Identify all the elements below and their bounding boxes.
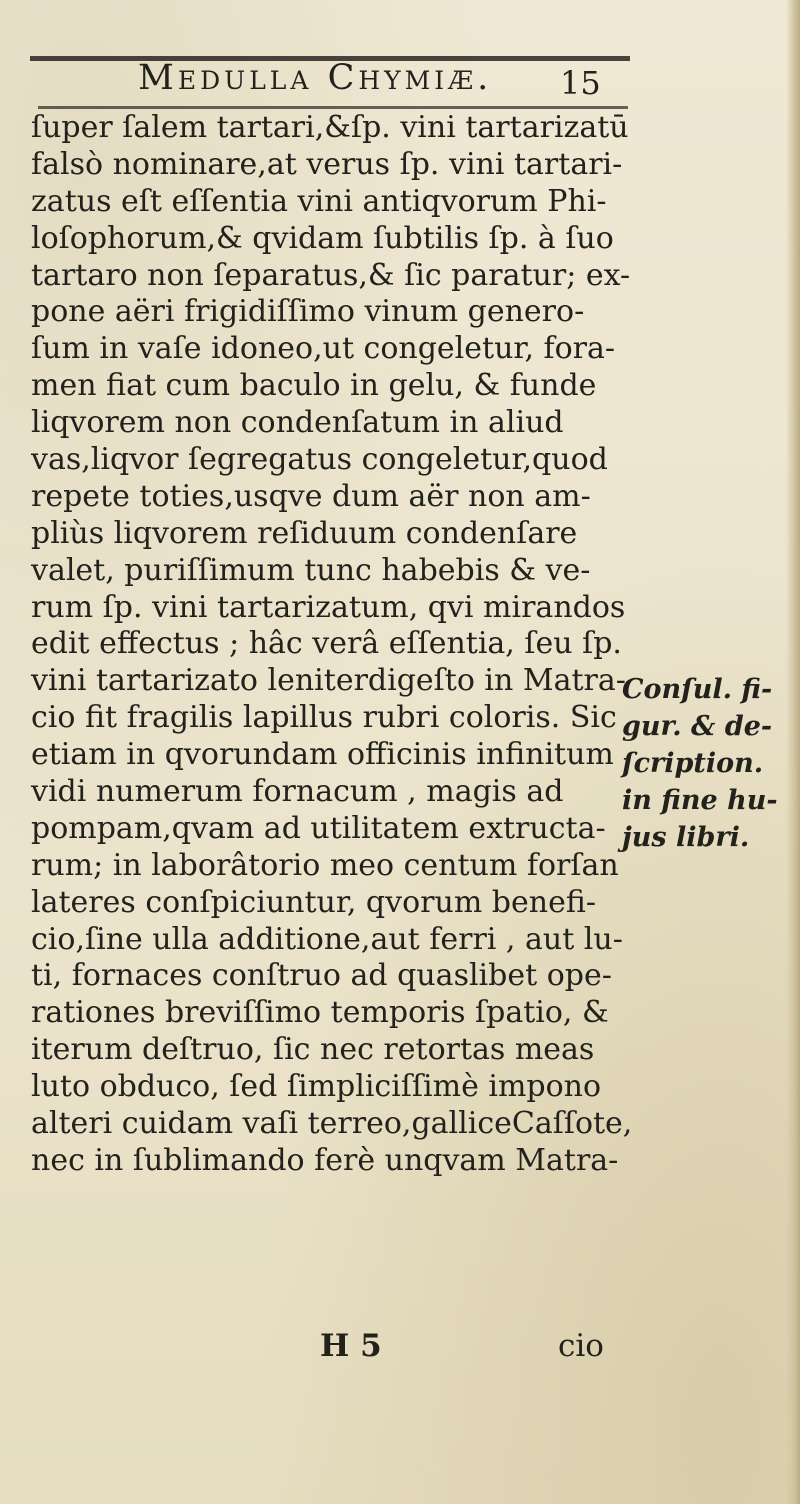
text-line: tartaro non ſeparatus,& ſic paratur; ex- xyxy=(31,257,631,293)
margin-note-line: ſcription. xyxy=(622,747,764,779)
signature-mark: H 5 xyxy=(320,1328,382,1364)
text-line: cio,ſine ulla additione,aut ferri , aut lu- xyxy=(31,921,623,957)
margin-note-line: jus libri. xyxy=(622,821,750,853)
text-line: ſum in vaſe idoneo,ut congeletur, fora- xyxy=(31,331,616,367)
text-line: pliùs liqvorem reſiduum condenſare xyxy=(31,515,578,551)
text-line: ſuper ſalem tartari,&ſp. vini tartarizatū xyxy=(31,110,629,145)
text-line: vidi numerum fornacum , magis ad xyxy=(31,774,564,810)
text-line: edit effectus ; hâc verâ eſſentia, ſeu ſp. xyxy=(31,626,622,662)
text-line: alteri cuidam vaſi terreo,galliceCaſſote, xyxy=(31,1106,633,1142)
text-line: nec in ſublimando ferè unqvam Matra- xyxy=(31,1142,619,1178)
text-line: liqvorem non condenſatum in aliud xyxy=(31,405,564,441)
text-line: loſophorum,& qvidam ſubtilis ſp. à ſuo xyxy=(31,220,614,256)
text-line: valet, puriſſimum tunc habebis & ve- xyxy=(31,552,591,588)
text-line: pone aëri frigidiſſimo vinum genero- xyxy=(31,294,585,330)
text-line: rationes breviſſimo temporis ſpatio, & xyxy=(31,995,609,1031)
text-line: zatus eſt eſſentia vini antiqvorum Phi- xyxy=(31,183,607,219)
header-rule-bottom xyxy=(38,106,628,109)
text-line: pompam,qvam ad utilitatem extructa- xyxy=(31,810,606,846)
catchword: cio xyxy=(558,1328,604,1364)
text-line: vas,liqvor ſegregatus congeletur,quod xyxy=(31,442,608,478)
text-line: ti, fornaces conſtruo ad quaslibet ope- xyxy=(31,958,612,994)
text-line: repete toties,usqve dum aër non am- xyxy=(31,478,591,514)
margin-note xyxy=(622,672,798,856)
text-line: luto obduco, ſed ſimpliciſſimè impono xyxy=(31,1069,602,1105)
text-line: cio fit fragilis lapillus rubri coloris. Sic xyxy=(31,700,617,736)
text-line: lateres conſpiciuntur, qvorum benefi- xyxy=(31,884,596,920)
running-head: Medulla Chymiæ. xyxy=(138,58,493,98)
margin-note-line: gur. & de- xyxy=(622,710,773,742)
text-line: iterum deſtruo, ſic nec retortas meas xyxy=(31,1032,595,1068)
page-number: 15 xyxy=(560,64,601,102)
text-line: rum; in laborâtorio meo centum forſan xyxy=(31,847,619,883)
text-line: etiam in qvorundam officinis infinitum xyxy=(31,737,614,773)
text-line: vini tartarizato leniterdigeſto in Matra- xyxy=(31,663,626,699)
margin-note-line: Conſul. fi- xyxy=(622,674,773,705)
text-line: rum ſp. vini tartarizatum, qvi mirandos xyxy=(31,589,626,625)
text-line: men fiat cum baculo in gelu, & funde xyxy=(31,368,597,404)
margin-note-line: in fine hu- xyxy=(622,784,778,816)
text-line: falsò nominare,at verus ſp. vini tartari- xyxy=(31,146,623,182)
body-text xyxy=(31,110,631,1180)
